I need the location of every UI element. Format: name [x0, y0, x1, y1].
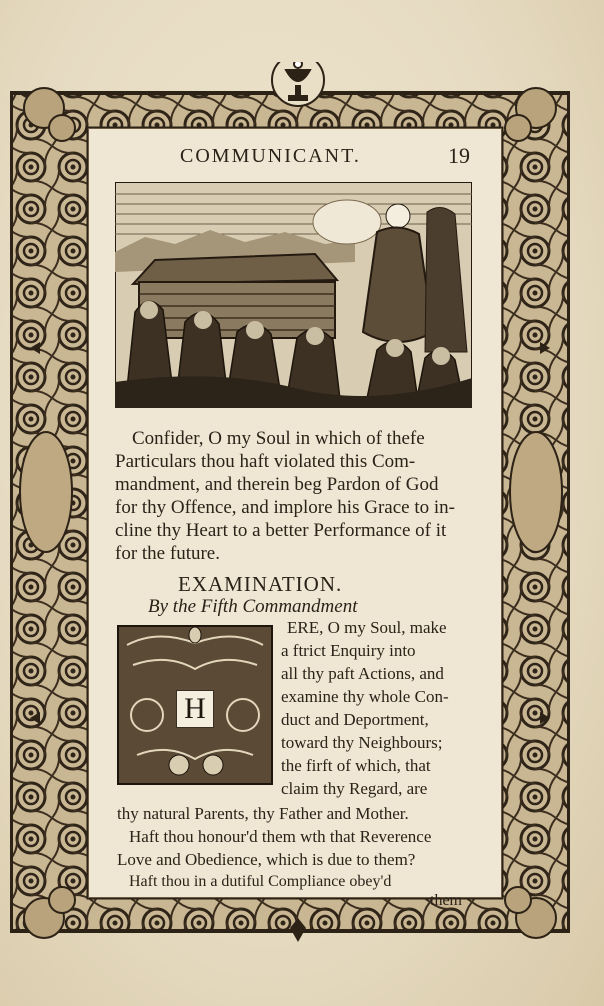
text-line: claim thy Regard, are — [281, 779, 428, 798]
text-line: toward thy Neighbours; — [281, 733, 443, 752]
text-line: the firft of which, that — [281, 756, 431, 775]
page-header — [180, 145, 480, 173]
text-line: all thy paft Actions, and — [281, 664, 444, 683]
text-line: ERE, O my Soul, make — [287, 618, 447, 637]
section-subheading: By the Fifth Commandment — [148, 596, 358, 617]
text-line: Haft thou honour'd them wth that Reverence — [129, 827, 432, 846]
text-line: duct and Deportment, — [281, 710, 429, 729]
drop-cap-letter: H — [176, 690, 214, 728]
paragraph-line: Particulars thou haft violated this Com- — [115, 451, 416, 472]
running-head: COMMUNICANT. — [180, 145, 361, 167]
text-line: Love and Obedience, which is due to them? — [117, 850, 416, 869]
text-line: Haft thou in a dutiful Compliance obey'd — [129, 873, 392, 890]
paragraph-line: Confider, O my Soul in which of thefe — [132, 428, 425, 449]
text-line: a ftrict Enquiry into — [281, 641, 416, 660]
section-heading: EXAMINATION. — [178, 572, 343, 596]
paragraph-line: for the future. — [115, 543, 220, 564]
paragraph-line: for thy Offence, and implore his Grace to in- — [115, 497, 455, 518]
page-number: 19 — [448, 143, 470, 168]
paragraph-line: mandment, and therein beg Pardon of God — [115, 474, 439, 495]
text-line: thy natural Parents, thy Father and Mother. — [117, 804, 409, 823]
catchword: them — [430, 892, 462, 909]
text-line: examine thy whole Con- — [281, 687, 449, 706]
paragraph-line: cline thy Heart to a better Performance of it — [115, 520, 447, 541]
engraving-illustration — [115, 182, 472, 408]
